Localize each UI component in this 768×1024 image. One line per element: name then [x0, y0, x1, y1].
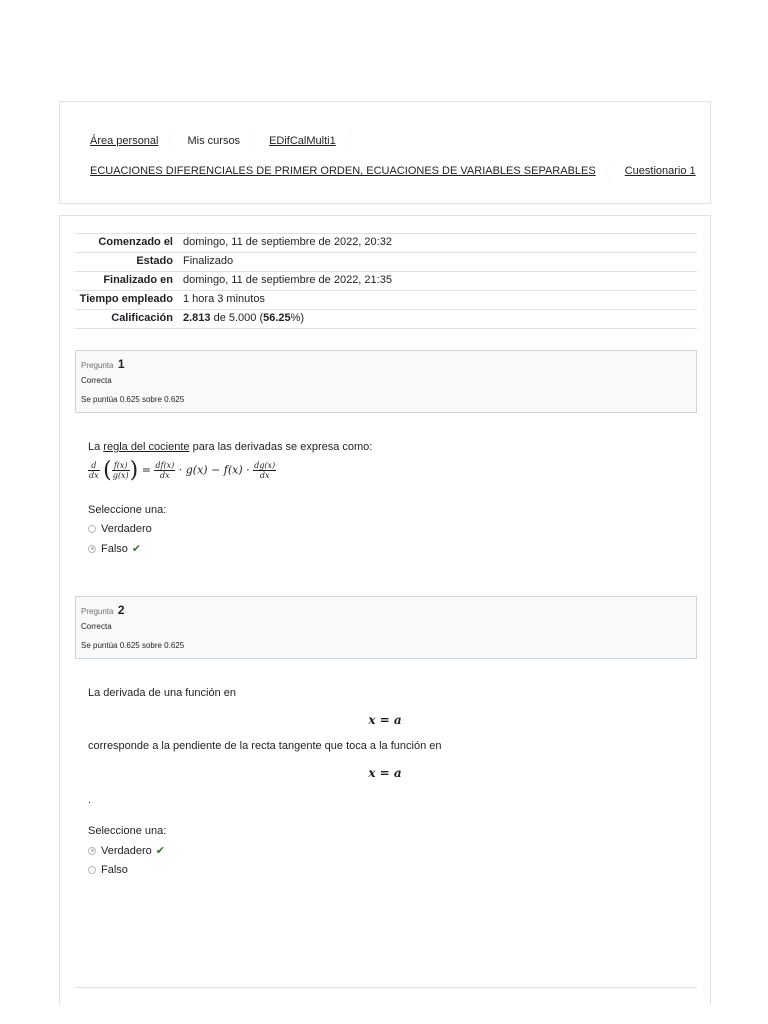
grade-label: Calificación — [111, 312, 173, 324]
correct-check-icon: ✔ — [131, 543, 142, 555]
question-1-info — [75, 350, 697, 413]
started-value: domingo, 11 de septiembre de 2022, 20:32 — [183, 236, 392, 248]
formula-gx: g(x) — [112, 471, 129, 480]
correct-check-icon: ✔ — [155, 845, 165, 857]
breadcrumb-course[interactable]: EDifCalMulti1 — [269, 135, 336, 147]
q1-option-verdadero[interactable] — [88, 523, 166, 535]
state-label: Estado — [136, 255, 173, 267]
q1-text-after: para las derivadas se expresa como: — [189, 441, 373, 453]
question-grade: Se puntúa 0.625 sobre 0.625 — [81, 641, 185, 650]
divider — [75, 987, 697, 988]
formula-fx: f(x) — [112, 461, 130, 471]
q2-text-2: corresponde a la pendiente de la recta tangente que toca a la función en — [88, 740, 442, 752]
option-label: Falso — [101, 864, 128, 876]
formula-rparen: ) — [129, 458, 139, 483]
formula-dfx: df(x) — [155, 461, 175, 470]
breadcrumb-row2 — [90, 160, 696, 182]
formula-d: d — [88, 461, 100, 471]
breadcrumb-separator — [345, 130, 352, 152]
grade-end: %) — [290, 312, 305, 324]
started-label: Comenzado el — [98, 236, 173, 248]
question-1-answers — [88, 504, 166, 555]
formula-dx-3: dx — [259, 471, 270, 480]
breadcrumb-separator — [605, 160, 612, 182]
summary-row-state — [75, 253, 697, 272]
formula-equals: = — [141, 463, 151, 477]
grade-percent: 56.25 — [263, 312, 291, 324]
question-number: 1 — [117, 357, 125, 371]
quotient-rule-formula — [88, 458, 276, 483]
quiz-review-card — [59, 215, 711, 1005]
question-number: 2 — [117, 603, 125, 617]
attempt-summary-table — [75, 233, 697, 329]
radio-button[interactable] — [88, 866, 96, 874]
question-label: Pregunta — [81, 607, 114, 616]
breadcrumb-section[interactable]: ECUACIONES DIFERENCIALES DE PRIMER ORDEN, ECUACIONES DE VARIABLES SEPARABLES — [90, 165, 596, 177]
grade-value — [183, 310, 697, 329]
summary-row-time — [75, 291, 697, 310]
breadcrumb — [90, 130, 365, 152]
formula-df-dx — [154, 461, 175, 480]
breadcrumb-separator — [168, 130, 175, 152]
formula-dg-dx — [253, 461, 276, 480]
state-value: Finalizado — [183, 255, 234, 267]
breadcrumb-area-personal[interactable]: Área personal — [90, 135, 159, 147]
radio-button-selected[interactable] — [88, 847, 96, 855]
q2-math-2: x = a — [368, 766, 402, 780]
question-label: Pregunta — [81, 361, 114, 370]
grade-score: 2.813 — [183, 312, 211, 324]
summary-row-finished — [75, 272, 697, 291]
q2-math-1: x = a — [368, 713, 402, 727]
question-grade: Se puntúa 0.625 sobre 0.625 — [81, 395, 185, 404]
q2-option-falso[interactable] — [88, 864, 166, 876]
q1-prompt: Seleccione una: — [88, 504, 167, 516]
q2-text-3: . — [88, 794, 92, 806]
formula-dx-2: dx — [160, 471, 170, 480]
formula-middle: · g(x) − f(x) · — [178, 463, 250, 477]
breadcrumb-mis-cursos: Mis cursos — [187, 135, 241, 147]
formula-f-over-g — [112, 461, 130, 480]
option-label: Falso — [101, 542, 128, 555]
q1-option-falso[interactable] — [88, 542, 166, 555]
finished-label: Finalizado en — [103, 274, 173, 286]
question-1-text — [88, 441, 372, 453]
breadcrumb-card — [59, 101, 711, 204]
option-label: Verdadero — [101, 844, 152, 857]
breadcrumb-quiz[interactable]: Cuestionario 1 — [624, 165, 696, 177]
formula-d-dx — [88, 461, 100, 480]
finished-value: domingo, 11 de septiembre de 2022, 21:35 — [183, 274, 392, 286]
formula-dx: dx — [89, 471, 99, 480]
q1-text-before: La — [88, 441, 104, 453]
time-value: 1 hora 3 minutos — [183, 293, 265, 305]
summary-row-started — [75, 234, 697, 253]
q2-prompt: Seleccione una: — [88, 825, 167, 837]
quotient-rule-link[interactable]: regla del cociente — [103, 441, 190, 453]
formula-lparen: ( — [103, 458, 112, 483]
question-2-answers — [88, 825, 166, 876]
option-label: Verdadero — [101, 523, 152, 535]
formula-dgx: dg(x) — [254, 461, 276, 470]
question-state: Correcta — [81, 376, 112, 385]
radio-button[interactable] — [88, 525, 96, 533]
time-label: Tiempo empleado — [79, 293, 173, 305]
breadcrumb-separator — [249, 130, 256, 152]
question-state: Correcta — [81, 622, 112, 631]
question-2-info — [75, 596, 697, 659]
q2-text-1: La derivada de una función en — [88, 687, 237, 699]
q2-option-verdadero[interactable] — [88, 844, 166, 857]
radio-button-selected[interactable] — [88, 545, 96, 553]
grade-of: de 5.000 ( — [210, 312, 264, 324]
summary-row-grade — [75, 310, 697, 329]
